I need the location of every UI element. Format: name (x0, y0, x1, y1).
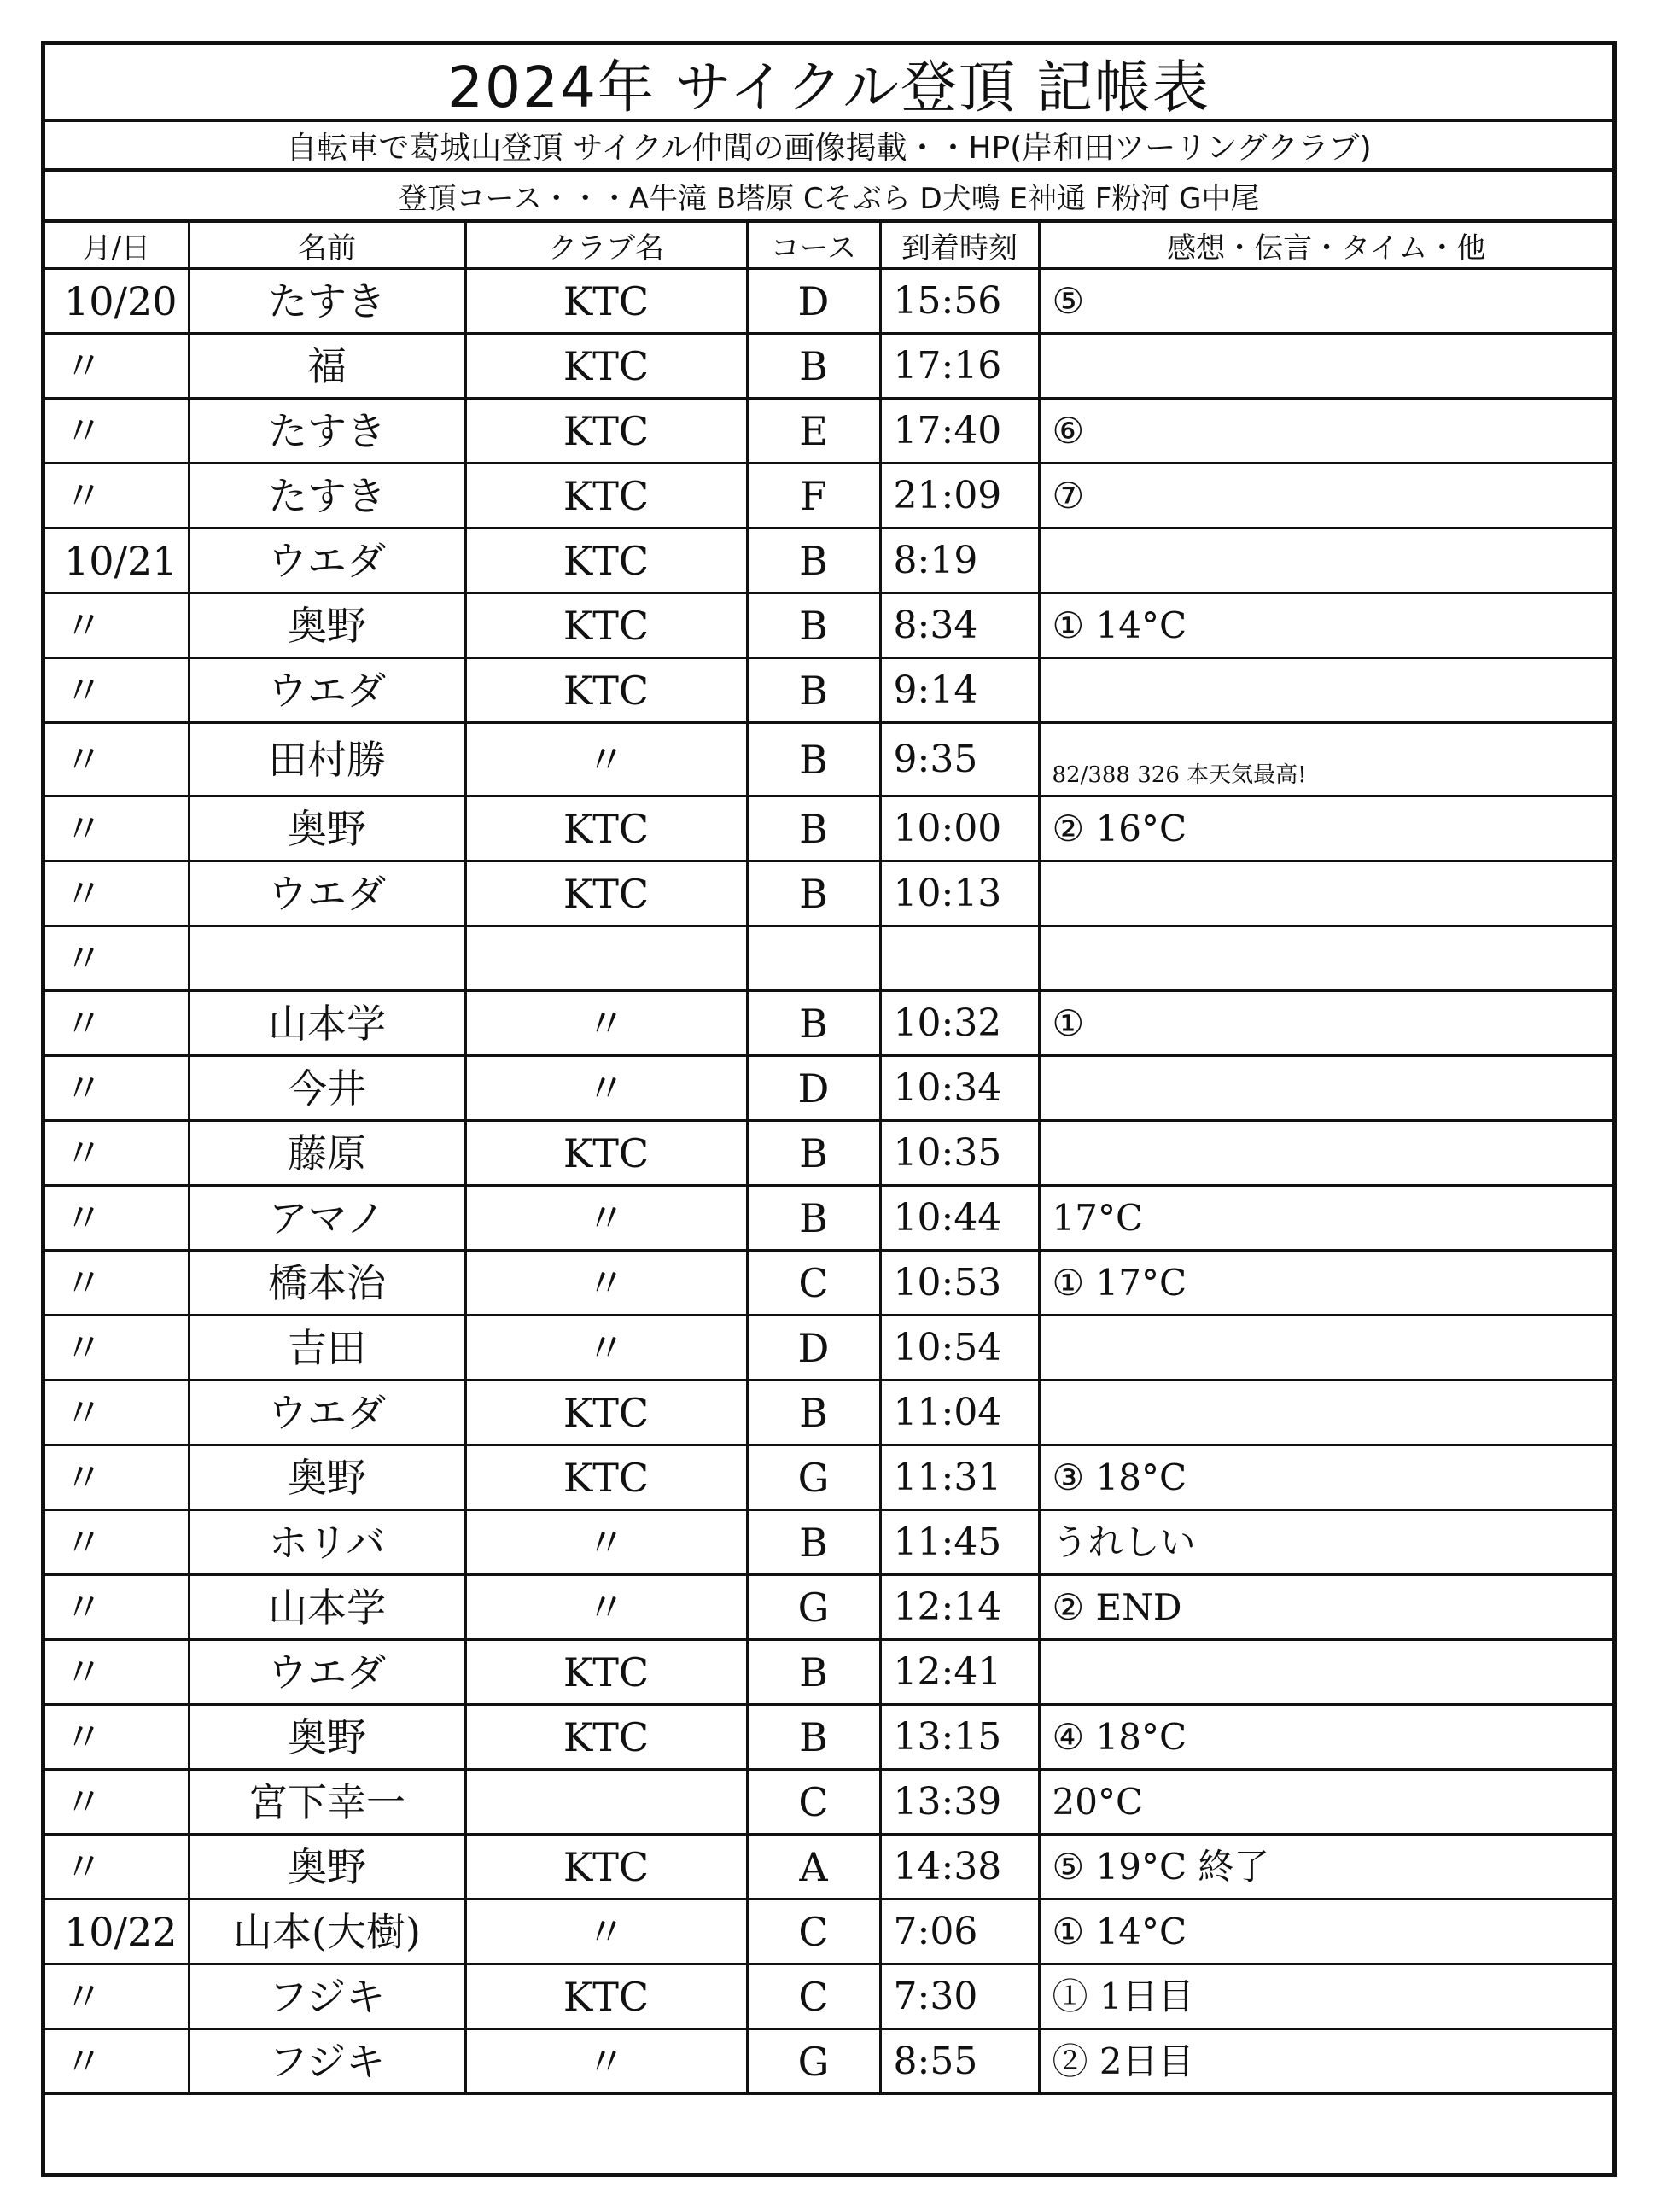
name-cell: 吉田 (189, 1316, 465, 1380)
note-cell (1039, 658, 1612, 723)
date-cell: 10/20 (45, 269, 189, 334)
note-cell: 82/388 326 本天気最高! (1039, 723, 1612, 797)
note-cell: ② 2日目 (1039, 2029, 1612, 2094)
date-cell: 〃 (45, 1251, 189, 1316)
col-header-notes: 感想・伝言・タイム・他 (1039, 223, 1612, 269)
note-cell: ① 1日目 (1039, 1964, 1612, 2029)
time-cell: 12:41 (880, 1640, 1039, 1705)
club-cell: 〃 (465, 2029, 747, 2094)
date-cell: 10/21 (45, 528, 189, 593)
club-cell: KTC (465, 1445, 747, 1510)
col-header-course: コース (747, 223, 880, 269)
table-row (45, 1640, 1612, 1705)
table-row (45, 593, 1612, 658)
date-cell: 〃 (45, 1835, 189, 1900)
table-row (45, 1316, 1612, 1380)
col-header-name: 名前 (189, 223, 465, 269)
time-cell: 13:15 (880, 1705, 1039, 1770)
date-cell: 〃 (45, 593, 189, 658)
course-cell: B (747, 991, 880, 1056)
date-cell: 〃 (45, 2029, 189, 2094)
table-row (45, 1770, 1612, 1835)
table-row (45, 926, 1612, 991)
name-cell: フジキ (189, 1964, 465, 2029)
name-cell: アマノ (189, 1186, 465, 1251)
name-cell: たすき (189, 399, 465, 464)
club-cell: KTC (465, 528, 747, 593)
name-cell: 藤原 (189, 1121, 465, 1186)
note-cell: ① (1039, 991, 1612, 1056)
time-cell: 10:00 (880, 797, 1039, 861)
time-cell: 21:09 (880, 464, 1039, 528)
table-row (45, 1251, 1612, 1316)
name-cell: 福 (189, 334, 465, 399)
course-cell: B (747, 658, 880, 723)
time-cell: 10:35 (880, 1121, 1039, 1186)
course-cell: D (747, 269, 880, 334)
club-cell: 〃 (465, 1251, 747, 1316)
date-cell: 〃 (45, 1964, 189, 2029)
time-cell: 10:53 (880, 1251, 1039, 1316)
name-cell: ウエダ (189, 528, 465, 593)
course-cell: B (747, 797, 880, 861)
club-cell: KTC (465, 861, 747, 926)
note-cell: ④ 18°C (1039, 1705, 1612, 1770)
table-row (45, 1705, 1612, 1770)
time-cell: 11:31 (880, 1445, 1039, 1510)
club-cell: KTC (465, 334, 747, 399)
table-row (45, 991, 1612, 1056)
table-row (45, 1835, 1612, 1900)
course-cell: F (747, 464, 880, 528)
club-cell: 〃 (465, 1900, 747, 1964)
course-cell: B (747, 1510, 880, 1575)
course-cell: D (747, 1316, 880, 1380)
time-cell: 10:54 (880, 1316, 1039, 1380)
name-cell: ウエダ (189, 861, 465, 926)
course-cell: B (747, 1705, 880, 1770)
club-cell: 〃 (465, 1316, 747, 1380)
course-cell: B (747, 1186, 880, 1251)
date-cell: 〃 (45, 1575, 189, 1640)
date-cell: 〃 (45, 1380, 189, 1445)
name-cell: 奥野 (189, 1835, 465, 1900)
note-cell: ③ 18°C (1039, 1445, 1612, 1510)
table-row (45, 1121, 1612, 1186)
table-row (45, 723, 1612, 797)
note-cell (1039, 1316, 1612, 1380)
date-cell: 〃 (45, 658, 189, 723)
course-cell: B (747, 1380, 880, 1445)
club-cell: KTC (465, 1964, 747, 2029)
note-cell: ① 17°C (1039, 1251, 1612, 1316)
time-cell: 10:32 (880, 991, 1039, 1056)
table-row (45, 658, 1612, 723)
name-cell: たすき (189, 464, 465, 528)
club-cell: 〃 (465, 1575, 747, 1640)
club-cell: KTC (465, 1121, 747, 1186)
course-cell: B (747, 1121, 880, 1186)
note-cell (1039, 861, 1612, 926)
time-cell: 17:40 (880, 399, 1039, 464)
log-table-body (45, 269, 1612, 2094)
club-cell: KTC (465, 1380, 747, 1445)
note-cell: ⑥ (1039, 399, 1612, 464)
log-sheet (41, 41, 1617, 2177)
date-cell: 〃 (45, 1186, 189, 1251)
table-row (45, 861, 1612, 926)
name-cell: 山本学 (189, 1575, 465, 1640)
club-cell: KTC (465, 1705, 747, 1770)
course-cell (747, 926, 880, 991)
time-cell: 17:16 (880, 334, 1039, 399)
note-cell: 17°C (1039, 1186, 1612, 1251)
time-cell: 7:30 (880, 1964, 1039, 2029)
date-cell: 〃 (45, 334, 189, 399)
note-cell (1039, 926, 1612, 991)
course-cell: B (747, 861, 880, 926)
course-cell: G (747, 1575, 880, 1640)
club-cell: 〃 (465, 1510, 747, 1575)
note-cell: ② 16°C (1039, 797, 1612, 861)
table-row (45, 464, 1612, 528)
course-cell: D (747, 1056, 880, 1121)
course-cell: B (747, 1640, 880, 1705)
club-cell: KTC (465, 593, 747, 658)
name-cell: 田村勝 (189, 723, 465, 797)
note-cell (1039, 334, 1612, 399)
name-cell: 山本学 (189, 991, 465, 1056)
time-cell: 9:35 (880, 723, 1039, 797)
course-legend: 登頂コース・・・A牛滝 B塔原 Cそぶら D犬鳴 E神通 F粉河 G中尾 (45, 172, 1612, 223)
note-cell: ⑦ (1039, 464, 1612, 528)
time-cell: 10:34 (880, 1056, 1039, 1121)
date-cell: 〃 (45, 1510, 189, 1575)
club-cell: KTC (465, 1640, 747, 1705)
course-cell: B (747, 334, 880, 399)
course-cell: C (747, 1900, 880, 1964)
club-cell: 〃 (465, 723, 747, 797)
name-cell: 奥野 (189, 797, 465, 861)
course-cell: B (747, 593, 880, 658)
note-cell: 20°C (1039, 1770, 1612, 1835)
table-row (45, 1056, 1612, 1121)
date-cell: 〃 (45, 1056, 189, 1121)
name-cell: フジキ (189, 2029, 465, 2094)
course-cell: C (747, 1964, 880, 2029)
note-cell (1039, 1380, 1612, 1445)
club-cell: KTC (465, 797, 747, 861)
note-cell (1039, 1056, 1612, 1121)
date-cell: 〃 (45, 1445, 189, 1510)
note-cell: ① 14°C (1039, 1900, 1612, 1964)
name-cell: ウエダ (189, 658, 465, 723)
course-cell: E (747, 399, 880, 464)
time-cell: 8:55 (880, 2029, 1039, 2094)
course-cell: C (747, 1770, 880, 1835)
club-cell (465, 1770, 747, 1835)
table-row (45, 1900, 1612, 1964)
col-header-time: 到着時刻 (880, 223, 1039, 269)
name-cell: 今井 (189, 1056, 465, 1121)
table-row (45, 1445, 1612, 1510)
date-cell: 〃 (45, 861, 189, 926)
name-cell (189, 926, 465, 991)
club-cell: KTC (465, 1835, 747, 1900)
col-header-date: 月/日 (45, 223, 189, 269)
time-cell: 11:04 (880, 1380, 1039, 1445)
table-row (45, 1575, 1612, 1640)
time-cell: 14:38 (880, 1835, 1039, 1900)
note-cell (1039, 1121, 1612, 1186)
time-cell: 10:44 (880, 1186, 1039, 1251)
name-cell: 山本(大樹) (189, 1900, 465, 1964)
sheet-title: 2024年 サイクル登頂 記帳表 (45, 45, 1612, 122)
club-cell: 〃 (465, 1186, 747, 1251)
note-cell: ⑤ (1039, 269, 1612, 334)
name-cell: 奥野 (189, 593, 465, 658)
club-cell: KTC (465, 269, 747, 334)
date-cell: 〃 (45, 991, 189, 1056)
note-cell (1039, 528, 1612, 593)
time-cell: 9:14 (880, 658, 1039, 723)
date-cell: 〃 (45, 1770, 189, 1835)
date-cell: 10/22 (45, 1900, 189, 1964)
name-cell: ホリバ (189, 1510, 465, 1575)
time-cell: 8:34 (880, 593, 1039, 658)
note-cell: うれしい (1039, 1510, 1612, 1575)
table-header-row (45, 223, 1612, 269)
date-cell: 〃 (45, 797, 189, 861)
date-cell: 〃 (45, 926, 189, 991)
table-row (45, 1510, 1612, 1575)
time-cell (880, 926, 1039, 991)
club-cell: KTC (465, 658, 747, 723)
table-row (45, 1964, 1612, 2029)
col-header-club: クラブ名 (465, 223, 747, 269)
course-cell: B (747, 528, 880, 593)
note-cell (1039, 1640, 1612, 1705)
date-cell: 〃 (45, 723, 189, 797)
time-cell: 12:14 (880, 1575, 1039, 1640)
table-row (45, 269, 1612, 334)
club-cell: 〃 (465, 1056, 747, 1121)
course-cell: G (747, 2029, 880, 2094)
name-cell: たすき (189, 269, 465, 334)
name-cell: 橋本治 (189, 1251, 465, 1316)
table-row (45, 528, 1612, 593)
date-cell: 〃 (45, 1121, 189, 1186)
sheet-subtitle: 自転車で葛城山登頂 サイクル仲間の画像掲載・・HP(岸和田ツーリングクラブ) (45, 122, 1612, 172)
name-cell: 奥野 (189, 1445, 465, 1510)
log-table (45, 223, 1612, 2095)
time-cell: 8:19 (880, 528, 1039, 593)
table-row (45, 1186, 1612, 1251)
time-cell: 11:45 (880, 1510, 1039, 1575)
time-cell: 7:06 (880, 1900, 1039, 1964)
course-cell: G (747, 1445, 880, 1510)
club-cell: 〃 (465, 991, 747, 1056)
course-cell: B (747, 723, 880, 797)
table-row (45, 334, 1612, 399)
course-cell: A (747, 1835, 880, 1900)
note-cell: ① 14°C (1039, 593, 1612, 658)
date-cell: 〃 (45, 399, 189, 464)
table-row (45, 797, 1612, 861)
date-cell: 〃 (45, 1316, 189, 1380)
club-cell: KTC (465, 399, 747, 464)
date-cell: 〃 (45, 464, 189, 528)
time-cell: 13:39 (880, 1770, 1039, 1835)
club-cell: KTC (465, 464, 747, 528)
note-cell: ② END (1039, 1575, 1612, 1640)
name-cell: ウエダ (189, 1380, 465, 1445)
table-row (45, 2029, 1612, 2094)
time-cell: 10:13 (880, 861, 1039, 926)
course-cell: C (747, 1251, 880, 1316)
name-cell: 奥野 (189, 1705, 465, 1770)
name-cell: ウエダ (189, 1640, 465, 1705)
time-cell: 15:56 (880, 269, 1039, 334)
date-cell: 〃 (45, 1705, 189, 1770)
table-row (45, 1380, 1612, 1445)
club-cell (465, 926, 747, 991)
date-cell: 〃 (45, 1640, 189, 1705)
name-cell: 宮下幸一 (189, 1770, 465, 1835)
table-row (45, 399, 1612, 464)
note-cell: ⑤ 19°C 終了 (1039, 1835, 1612, 1900)
